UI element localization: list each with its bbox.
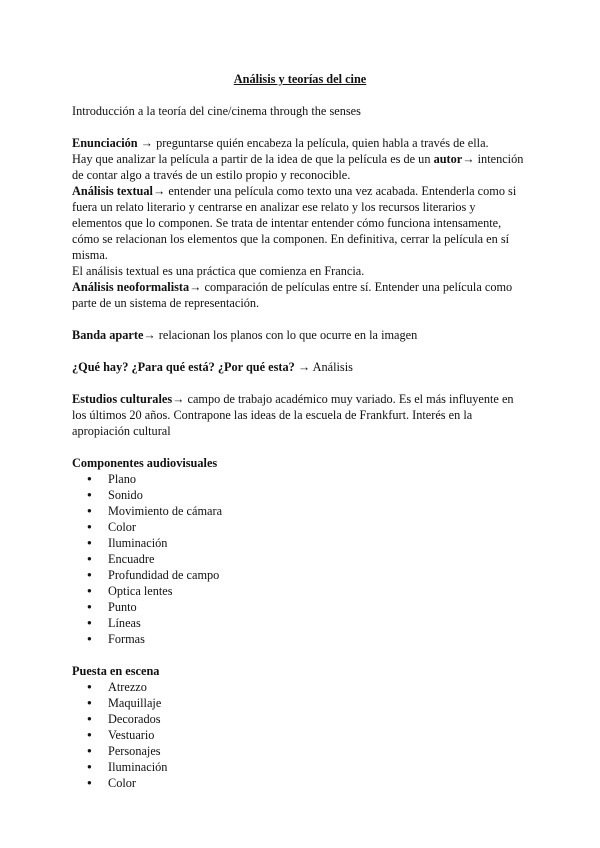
intro-line: Introducción a la teoría del cine/cinema through the senses: [72, 104, 361, 118]
autor-pre: Hay que analizar la película a partir de la idea de que la película es de un: [72, 152, 434, 166]
list-item: ● Atrezzo: [72, 679, 528, 695]
enunciacion-arrow: →: [137, 136, 157, 150]
autor-post: → intención de contar algo a través de un estilo propio y reconocible.: [72, 152, 524, 182]
estudios-term: Estudios culturales: [72, 392, 173, 406]
textual-term: Análisis textual: [72, 184, 153, 198]
puesta-heading-text: Puesta en escena: [72, 664, 160, 678]
list-item: ● Color: [72, 519, 528, 535]
list-item: ● Personajes: [72, 743, 528, 759]
enunciacion-term: Enunciación: [72, 136, 138, 150]
textual-paragraph: [72, 183, 528, 263]
banda-definition: → relacionan los planos con lo que ocurre en la imagen: [143, 328, 418, 342]
list-item: ● Decorados: [72, 711, 528, 727]
estudios-definition: → campo de trabajo académico muy variado. Es el más influyente en los últimos 20 años. Contrapone las ideas de la escuela de Frankfurt. Interés en la apropiación cultural: [72, 392, 514, 438]
list-item: ● Sonido: [72, 487, 528, 503]
list-item: ● Encuadre: [72, 551, 528, 567]
document-page: [72, 71, 528, 791]
textual-definition: → entender una película como texto una vez acabada. Entenderla como si fuera un relato literario y centrarse en analizar ese relato y los recursos literarios y elementos que lo componen. Se trata de intentar entender cómo funciona intensamente, cómo se relacionan los elementos que la componen. En definitiva, cerrar la película en sí misma.: [72, 184, 517, 262]
list-item: ● Formas: [72, 631, 528, 647]
componentes-list: [72, 471, 528, 647]
componentes-heading-text: Componentes audiovisuales: [72, 456, 218, 470]
list-item: ● Optica lentes: [72, 583, 528, 599]
list-item: ● Profundidad de campo: [72, 567, 528, 583]
list-item: ● Vestuario: [72, 727, 528, 743]
list-item: ● Color: [72, 775, 528, 791]
neoformalista-term: Análisis neoformalista: [72, 280, 190, 294]
list-item: ● Plano: [72, 471, 528, 487]
textual-note: El análisis textual es una práctica que comienza en Francia.: [72, 264, 365, 278]
neoformalista-paragraph: [72, 279, 528, 311]
list-item: ● Punto: [72, 599, 528, 615]
neoformalista-definition: → comparación de películas entre sí. Entender una película como parte de un sistema de representación.: [72, 280, 513, 310]
estudios-paragraph: [72, 391, 528, 439]
preguntas-paragraph: [72, 359, 528, 375]
enunciacion-definition: preguntarse quién encabeza la película, quien habla a través de ella.: [156, 136, 489, 150]
banda-paragraph: [72, 327, 528, 343]
preguntas-term: ¿Qué hay? ¿Para qué está? ¿Por qué esta?: [72, 360, 295, 374]
list-item: ● Movimiento de cámara: [72, 503, 528, 519]
list-item: ● Líneas: [72, 615, 528, 631]
list-item: ● Iluminación: [72, 535, 528, 551]
enunciacion-paragraph: [72, 135, 528, 151]
list-item: ● Iluminación: [72, 759, 528, 775]
banda-term: Banda aparte: [72, 328, 144, 342]
preguntas-definition: → Análisis: [294, 360, 353, 374]
document-title: Análisis y teorías del cine: [233, 72, 367, 86]
puesta-list: [72, 679, 528, 791]
componentes-heading: [72, 455, 528, 471]
autor-term: autor: [433, 152, 463, 166]
autor-paragraph: [72, 151, 528, 183]
list-item: ● Maquillaje: [72, 695, 528, 711]
puesta-heading: [72, 663, 528, 679]
